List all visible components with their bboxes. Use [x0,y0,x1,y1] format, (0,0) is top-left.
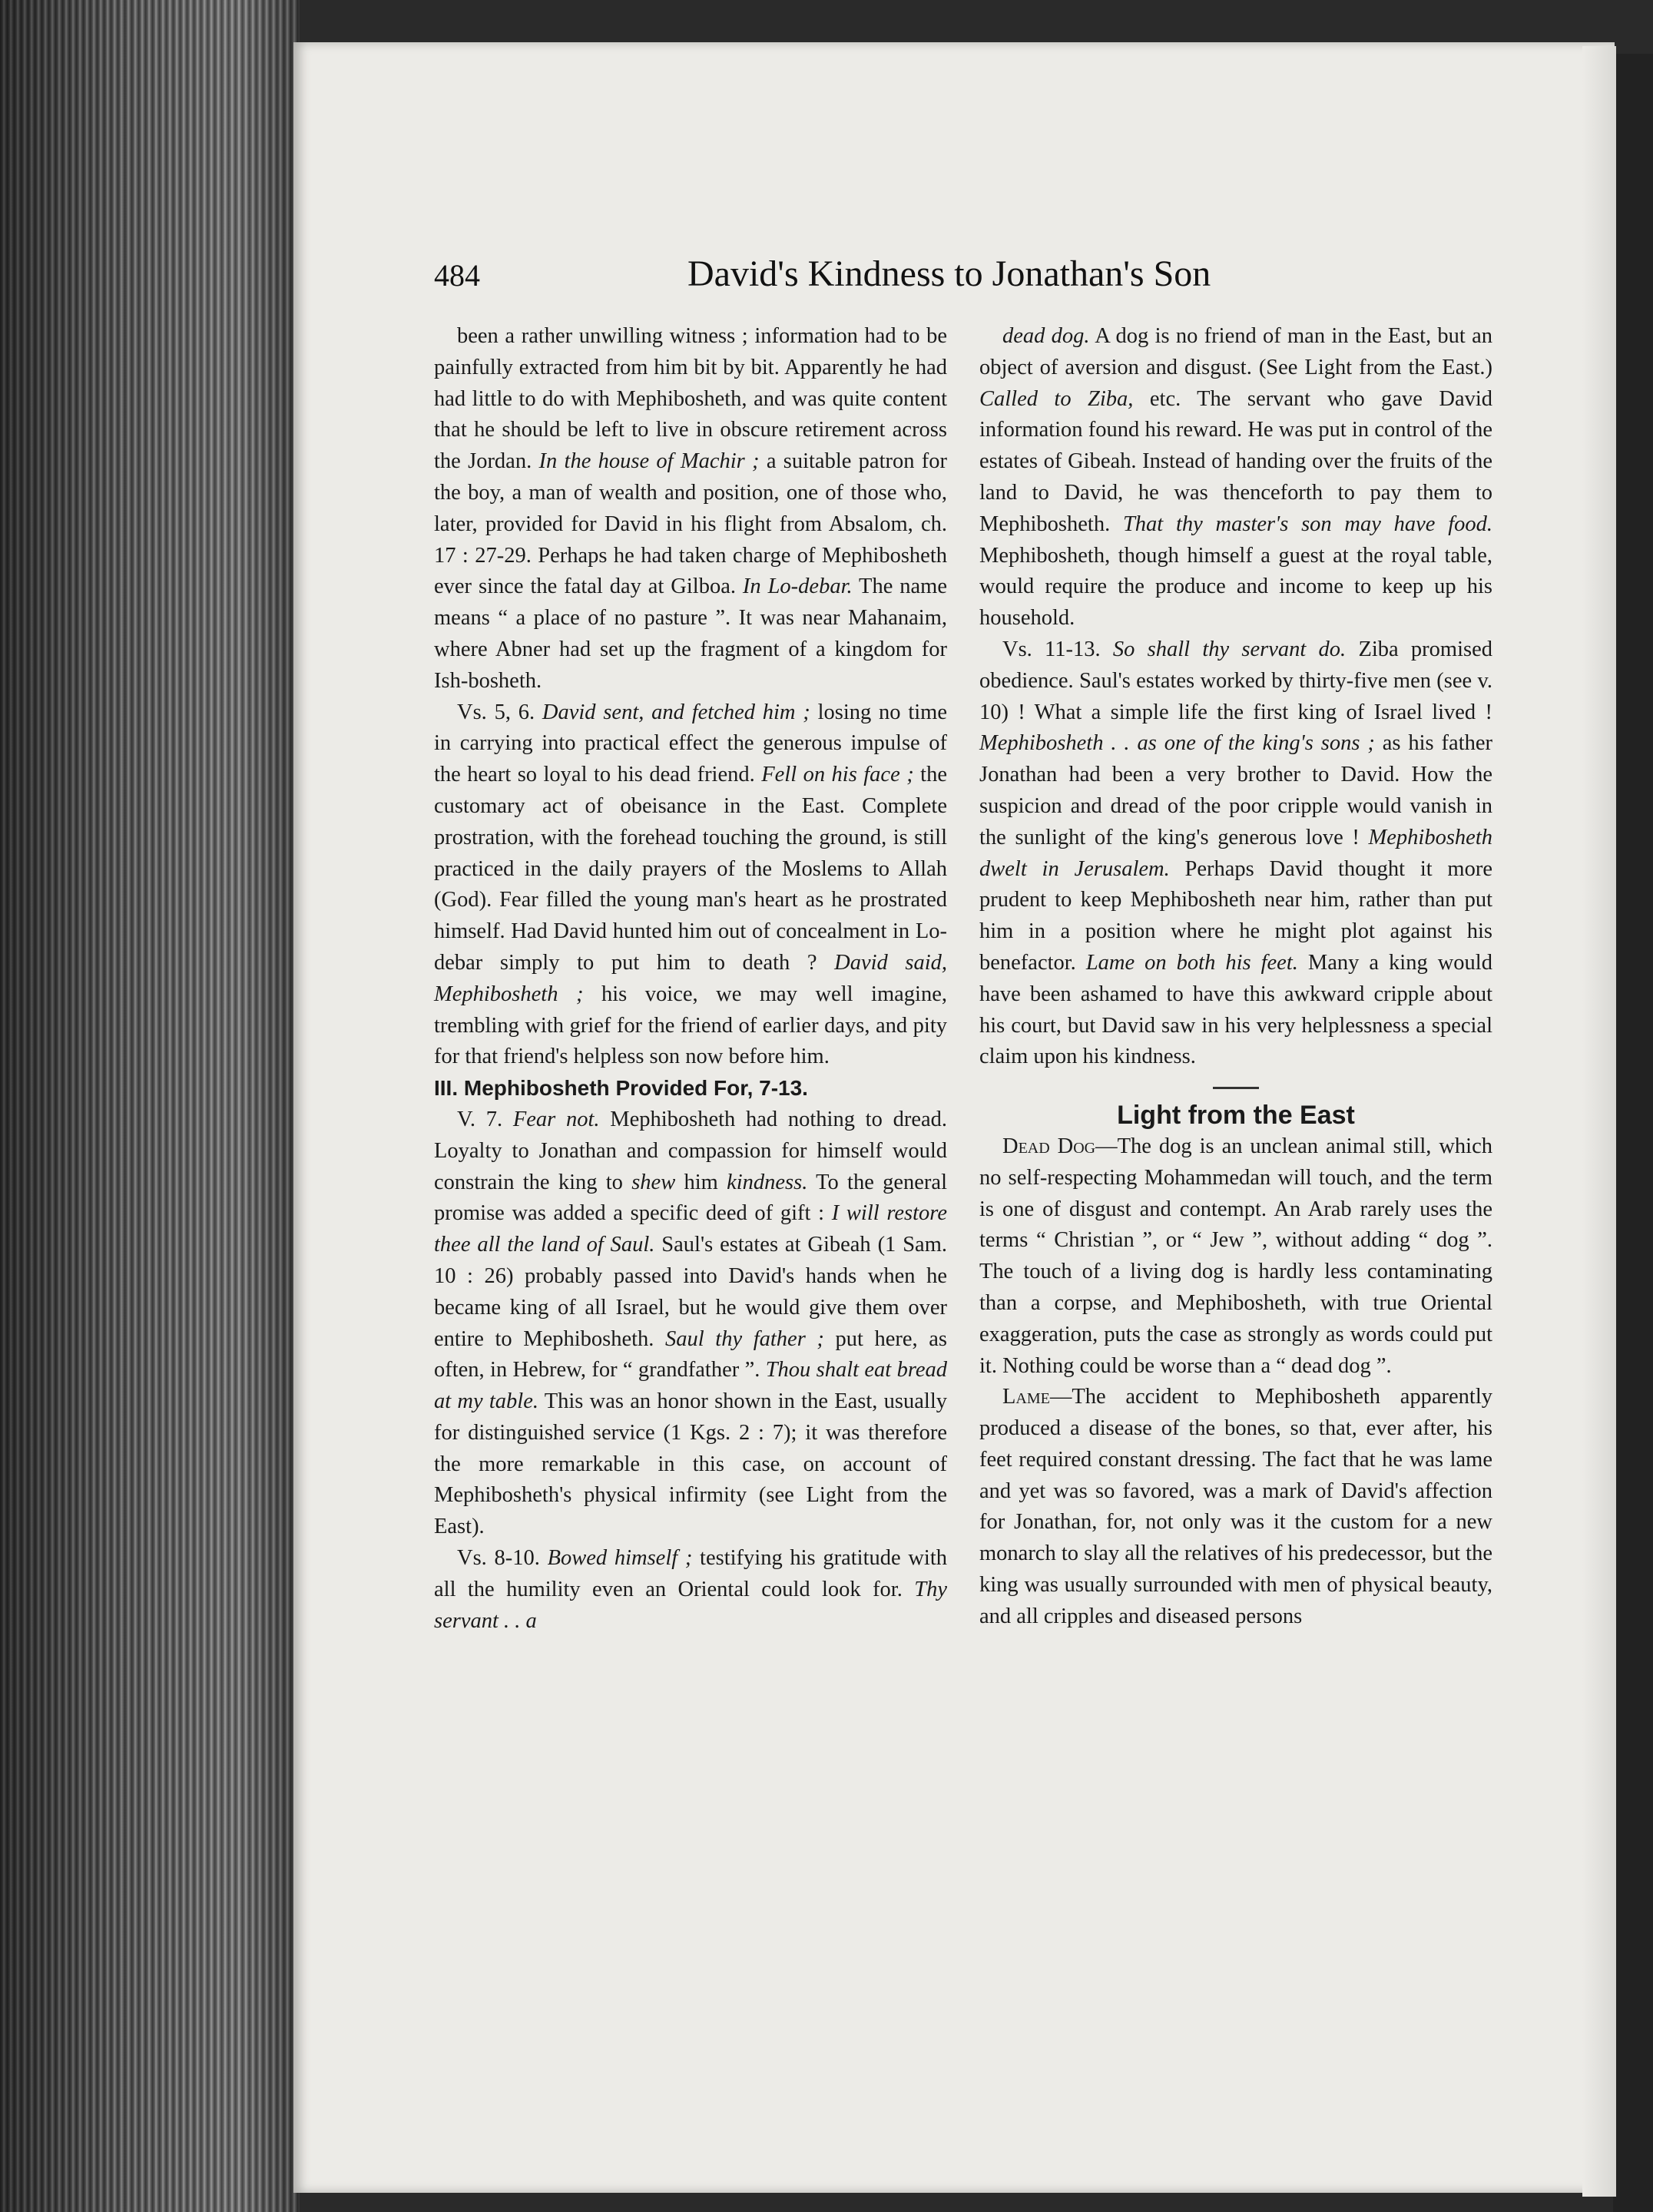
italic-phrase: shew [631,1170,676,1194]
text-run: testifying his gratitude with all the humility even an Oriental could look for. [434,1546,947,1601]
page-title: David's Kindness to Jonathan's Son [687,253,1211,294]
italic-phrase: David sent, and fetched him ; [542,700,810,724]
italic-phrase: Thy servant . . a [434,1577,947,1633]
italic-phrase: Bowed himself ; [547,1546,693,1571]
text-run: Many a king would have been ashamed to have this awkward cripple about his court, but David saw in his very helplessness a special claim upon his kindness. [979,950,1492,1069]
italic-phrase: Mephibosheth . . as one of the king's sons ; [979,731,1375,756]
paragraph [434,1543,947,1637]
paragraph [979,634,1492,1073]
text-run: as his father Jonathan had been a very brother to David. How the suspicion and dread of the poor cripple would vanish in the sunlight of the king's generous love ! [979,731,1493,849]
text-run: the customary act of obeisance in the East. Complete prostration, with the forehead touching the ground, is still practiced in the daily prayers of the Moslems to Allah (God). Fear filled the young man's heart as he prostrated himself. Had David hunted him out of concealment in Lo-debar simply to put him to death ? [434,763,947,975]
italic-phrase: I will restore thee all the land of Saul. [434,1201,947,1257]
italic-phrase: David said, Mephibosheth ; [434,950,947,1006]
right-column [979,321,1492,1633]
paragraph [434,697,947,1074]
italic-phrase: In the house of Machir ; [538,449,760,474]
italic-phrase: dead dog. [1002,324,1090,348]
italic-phrase: Fell on his face ; [761,763,914,787]
text-run: Ziba promised obedience. Saul's estates worked by thirty-five men (see v. 10) ! What a simple life the first king of Israel lived ! [979,637,1492,724]
italic-phrase: Called to Ziba, [979,386,1134,411]
small-caps-term: Dead Dog [1002,1134,1096,1158]
text-run: To the general promise was added a specific deed of gift : [434,1170,947,1226]
italic-phrase: In Lo-debar. [742,575,853,599]
italic-phrase: kindness. [727,1170,808,1194]
italic-phrase: Fear not. [512,1107,600,1131]
running-header [434,250,1486,311]
text-run: Vs. 5, 6. [457,700,542,724]
text-run: A dog is no friend of man in the East, but an object of aversion and disgust. (See Light from the East.) [979,324,1492,379]
italic-phrase: Mephibosheth dwelt in Jerusalem. [979,825,1492,881]
italic-phrase: Lame on both his feet. [1085,950,1298,975]
text-run: —The dog is an unclean animal still, which no self-respecting Mohammedan will touch, and the term is one of disgust and contempt. An Arab rarely uses the terms “ Christian ”, or “ Jew ”, without adding “ dog ”. The touch of a living dog is hardly less contaminating than a corpse, and Mephibosheth, with true Oriental exaggeration, puts the case as strongly as words could put it. Nothing could be worse than a “ dead dog ”. [979,1134,1493,1378]
small-caps-term: Lame [1002,1385,1050,1409]
text-run: This was an honor shown in the East, usually for distinguished service (1 Kgs. 2 : 7); it was therefore the more remarkable in this case, on account of Mephibosheth's physical infirmity (see Light from the East). [434,1389,947,1539]
text-run: a suitable patron for the boy, a man of wealth and position, one of those who, later, provided for David in his flight from Absalom, ch. 17 : 27-29. Perhaps he had taken charge of Mephibosheth ever since the fatal day at Gilboa. [434,449,947,599]
text-run: Saul's estates at Gibeah (1 Sam. 10 : 26) probably passed into David's hands when he became king of all Israel, but he would give them over entire to Mephibosheth. [434,1233,947,1351]
italic-phrase: Thou shalt eat bread at my table. [434,1358,947,1414]
text-run: his voice, we may well imagine, trembling with grief for the friend of earlier days, and pity for that friend's helpless son now before him. [434,982,947,1069]
text-run: Vs. 11-13. [1002,637,1113,661]
text-run: The name means “ a place of no pasture ”. It was near Mahanaim, where Abner had set up the fragment of a kingdom for Ish-bosheth. [434,575,947,693]
italic-phrase: Saul thy father ; [665,1326,824,1351]
left-column [434,321,947,1637]
page-edges-shadow [0,0,300,2212]
text-run: been a rather unwilling witness ; information had to be painfully extracted from him bit by bit. Apparently he had had little to do with Mephibosheth, and was quite content that he should be left to live in obscure retirement across the Jordan. [434,324,947,474]
paragraph [434,1104,947,1543]
text-run: Vs. 8-10. [457,1546,548,1571]
section-heading: III. Mephibosheth Provided For, 7-13. [434,1076,808,1101]
text-run: etc. The servant who gave David information found his reward. He was put in control of the estates of Gibeah. Instead of handing over the fruits of the land to David, he was thenceforth to pay them to Mephibosheth. [979,386,1493,536]
section-title: Light from the East [1117,1101,1355,1131]
page-number: 484 [434,258,480,293]
italic-phrase: That thy master's son may have food. [1122,512,1492,536]
facing-page-edge [1582,46,1616,2197]
paragraph [434,321,947,697]
paragraph [979,1382,1492,1632]
text-run: put here, as often, in Hebrew, for “ grandfather ”. [434,1326,947,1382]
text-run: Mephibosheth had nothing to dread. Loyalty to Jonathan and compassion for himself would constrain the king to [434,1107,947,1194]
text-run: Mephibosheth, though himself a guest at the royal table, would require the produce and income to keep up his household. [979,543,1492,631]
paragraph [979,1131,1492,1382]
right-background [1613,54,1653,2212]
divider-rule [1213,1087,1259,1089]
text-run: —The accident to Mephibosheth apparently produced a disease of the bones, so that, ever after, his feet required constant dressing. The fact that he was lame and yet was so favored, was a mark of David's affection for Jonathan, for, not only was it the custom for a new monarch to slay all the relatives of his predecessor, but the king was usually surrounded with men of physical beauty, and all cripples and diseased persons [979,1385,1492,1628]
text-run: Perhaps David thought it more prudent to keep Mephibosheth near him, rather than put him in a position where he might plot against his benefactor. [979,856,1492,975]
text-run: V. 7. [457,1107,513,1131]
paragraph [979,321,1492,634]
text-run: losing no time in carrying into practical effect the generous impulse of the heart so loyal to his dead friend. [434,700,947,787]
italic-phrase: So shall thy servant do. [1112,637,1347,661]
text-run: him [675,1170,727,1194]
